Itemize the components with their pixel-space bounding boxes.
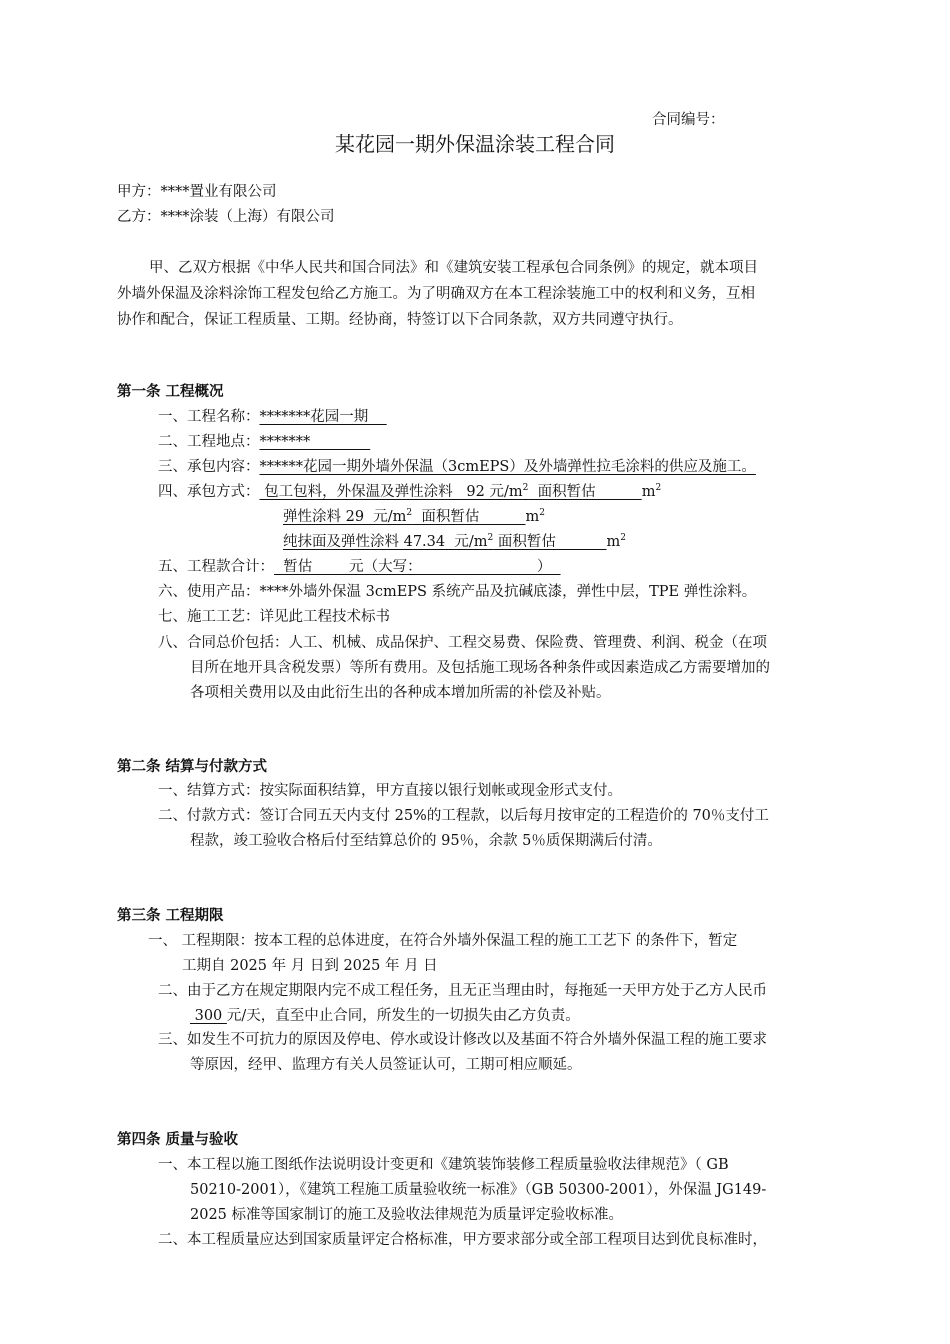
scope-value: ******花园一期外墙外保温（3cmEPS）及外墙弹性拉毛涂料的供应及施工。 (259, 459, 756, 475)
term-line-2: 工期自 2025 年 月 日到 2025 年 月 日 (182, 958, 438, 974)
scope-label: 三、承包内容： (158, 459, 260, 475)
article-2-heading: 第二条 结算与付款方式 (117, 758, 268, 775)
price-includes-line-3: 各项相关费用以及由此衍生出的各种成本增加所需的补偿及补贴。 (190, 685, 611, 701)
mode-insulation-area: 面积暂估 (528, 484, 642, 500)
force-majeure-line-2: 等原因，经甲、监理方有关人员签证认可，工期可相应顺延。 (190, 1057, 582, 1073)
term-line-1: 一、 工程期限：按本工程的总体进度，在符合外墙外保温工程的施工工艺下 的条件下，暂定 (148, 933, 738, 949)
products-row: 六、使用产品：****外墙外保温 3cmEPS 系统产品及抗碱底漆，弹性中层，TPE 弹性涂料。 (158, 584, 757, 600)
party-b: 乙方：****涂装（上海）有限公司 (117, 209, 335, 225)
quality-line-1: 二、本工程质量应达到国家质量评定合格标准，甲方要求部分或全部工程项目达到优良标准时， (158, 1232, 767, 1248)
intro-line-3: 协作和配合，保证工程质量、工期。经协商，特签订以下合同条款，双方共同遵守执行。 (117, 312, 683, 328)
mode-plaster-row: 纯抹面及弹性涂料 47.34 元$/m^2$ 面积暂估 $m^2$ (283, 533, 627, 550)
price-includes-line-2: 目所在地开具含税发票）等所有费用。及包括施工现场各种条件或因素造成乙方需要增加的 (190, 660, 770, 676)
mode-insulation-price: 包工包料，外保温及弹性涂料 92 元$/m^2$ (259, 483, 529, 500)
intro-line-2: 外墙外保温及涂料涂饰工程发包给乙方施工。为了明确双方在本工程涂装施工中的权利和义务，互相 (117, 286, 755, 302)
mode-plaster-price: 纯抹面及弹性涂料 47.34 元$/m^2$ (283, 533, 494, 550)
intro-line-1: 甲、乙双方根据《中华人民共和国合同法》和《建筑安装工程承包合同条例》的规定，就本项目 (149, 260, 758, 276)
delay-penalty-amount: 300 (190, 1008, 227, 1024)
article-3-heading: 第三条 工程期限 (117, 907, 224, 924)
project-name-value: *******花园一期 (259, 409, 387, 425)
article-4-heading: 第四条 质量与验收 (117, 1131, 239, 1148)
standards-line-1: 一、本工程以施工图纸作法说明设计变更和《建筑装饰装修工程质量验收法律规范》（ GB (158, 1157, 729, 1173)
delay-line-1: 二、由于乙方在规定期限内完不成工程任务，且无正当理由时，每拖延一天甲方处于乙方人民币 (158, 983, 767, 999)
scope-row (158, 457, 756, 477)
mode-plaster-area: 面积暂估 (493, 534, 607, 550)
mode-elastic-price: 弹性涂料 29 元$/m^2$ (283, 508, 413, 525)
mode-elastic-row: 弹性涂料 29 元$/m^2$ 面积暂估 $m^2$ (283, 508, 545, 525)
project-name-row (158, 407, 387, 427)
settlement-row: 一、结算方式：按实际面积结算，甲方直接以银行划帐或现金形式支付。 (158, 783, 622, 799)
project-location-value: ******* (259, 434, 371, 450)
payment-line-1: 二、付款方式：签订合同五天内支付 25%的工程款，以后每月按审定的工程造价的 70％支付工 (158, 808, 769, 824)
payment-line-2: 程款，竣工验收合格后付至结算总价的 95％，余款 5％质保期满后付清。 (190, 833, 662, 849)
standards-line-2: 50210-2001），《建筑工程施工质量验收统一标准》（GB 50300-2001），外保温 JG149- (190, 1182, 767, 1198)
standards-line-3: 2025 标准等国家制订的施工及验收法律规范为质量评定验收标准。 (190, 1207, 624, 1223)
project-location-row (158, 432, 370, 452)
contract-mode-row: 四、承包方式： 包工包料，外保温及弹性涂料 92 元$/m^2$ 面积暂估 $m^2$ (158, 483, 662, 500)
mode-elastic-area: 面积暂估 (412, 509, 526, 525)
price-includes-line-1: 八、合同总价包括：人工、机械、成品保护、工程交易费、保险费、管理费、利润、税金（在项 (158, 635, 767, 651)
article-1-heading: 第一条 工程概况 (117, 383, 224, 400)
contract-mode-label: 四、承包方式： (158, 484, 260, 500)
document-title: 某花园一期外保温涂装工程合同 (335, 132, 615, 156)
party-a: 甲方：****置业有限公司 (117, 184, 277, 200)
force-majeure-line-1: 三、如发生不可抗力的原因及停电、停水或设计修改以及基面不符合外墙外保温工程的施工要求 (158, 1032, 767, 1048)
total-amount-value: 暂估 元（大写： ） (274, 559, 561, 575)
contract-number-label: 合同编号： (652, 112, 725, 128)
project-location-label: 二、工程地点： (158, 434, 260, 450)
process-row: 七、施工工艺：详见此工程技术标书 (158, 609, 390, 625)
delay-line-2: 300 元/天，直至中止合同，所发生的一切损失由乙方负责。 (190, 1008, 580, 1024)
total-amount-label: 五、工程款合计： (158, 559, 274, 575)
total-amount-row (158, 557, 561, 577)
project-name-label: 一、工程名称： (158, 409, 260, 425)
